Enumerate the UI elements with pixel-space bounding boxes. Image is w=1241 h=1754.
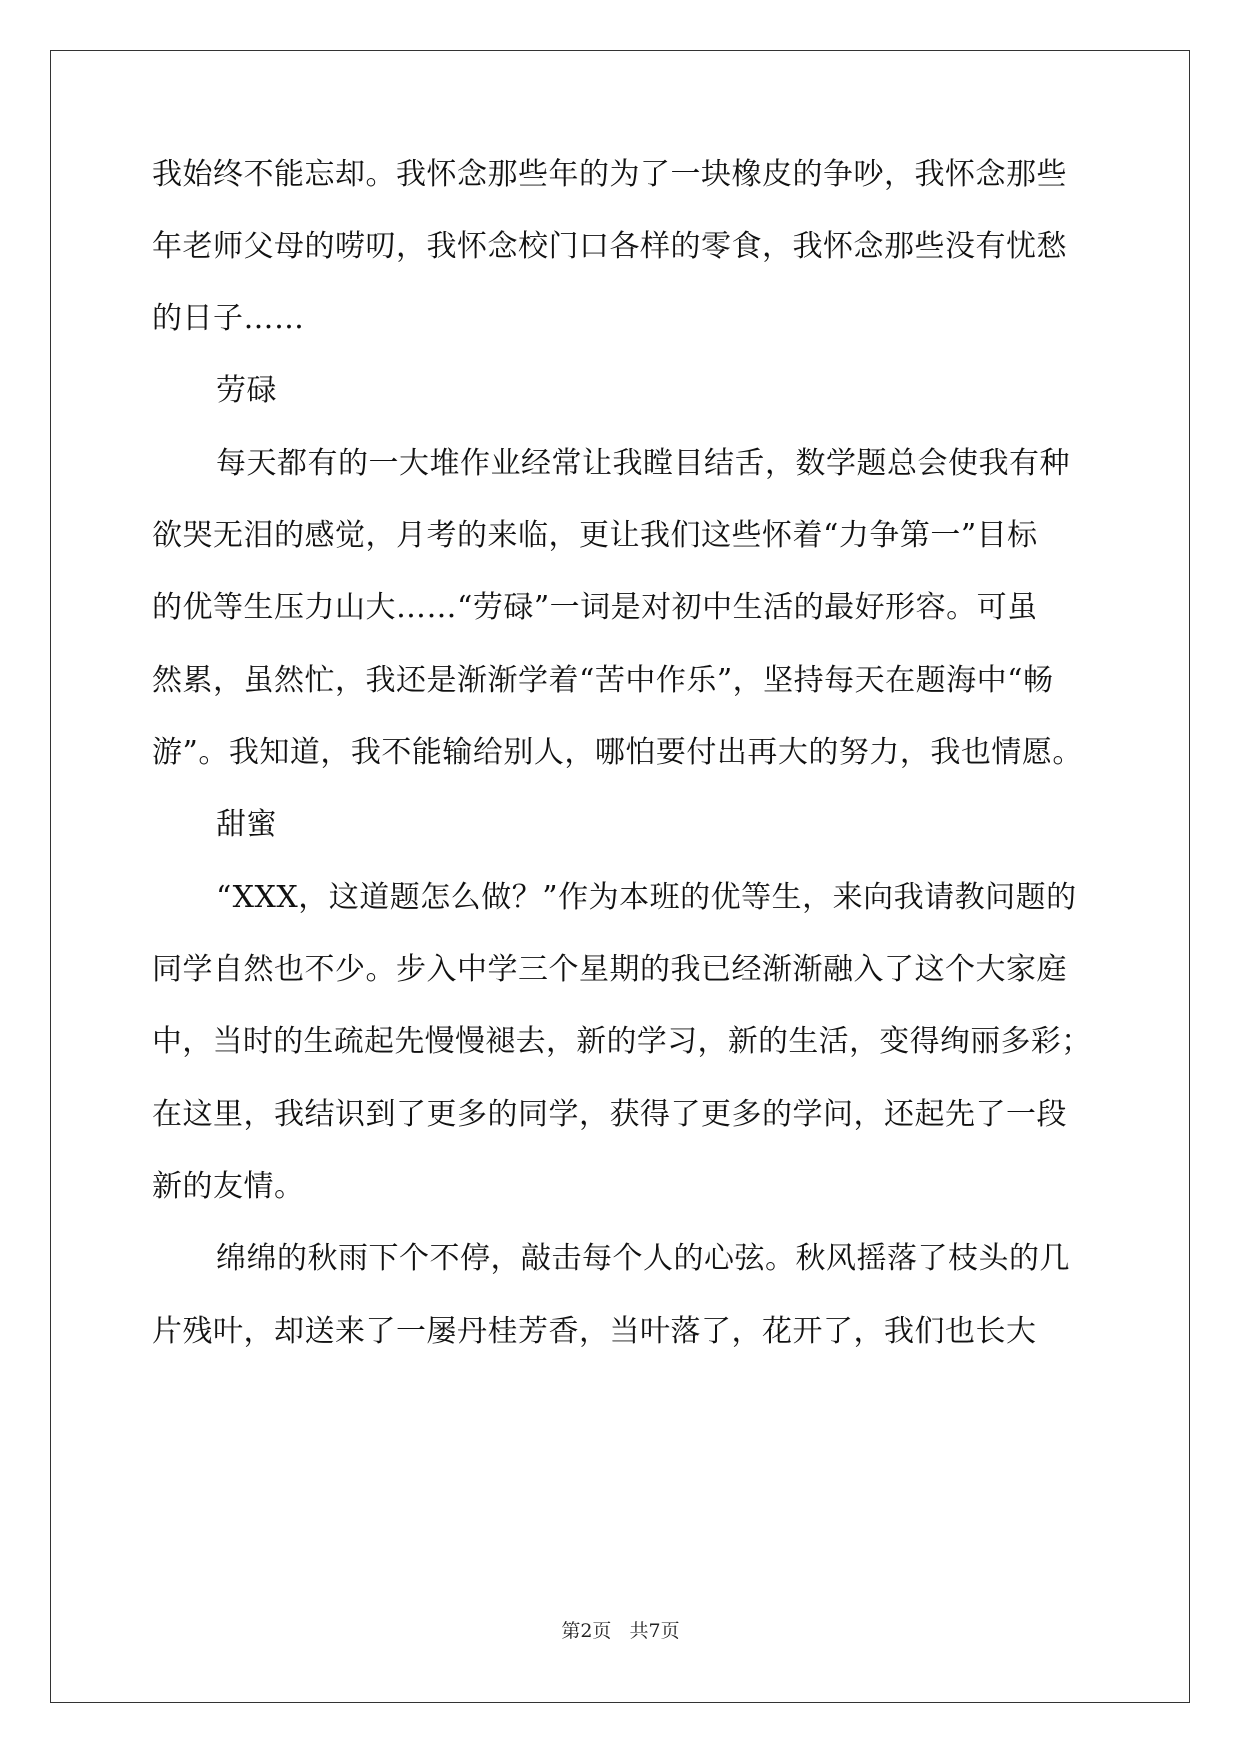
text-line: 欲哭无泪的感觉，月考的来临，更让我们这些怀着“力争第一”目标 [152,518,1038,553]
text-line: 游”。我知道，我不能输给别人，哪怕要付出再大的努力，我也情愿。 [152,735,1083,770]
page-border [50,50,1190,1703]
text-line: 年老师父母的唠叨，我怀念校门口各样的零食，我怀念那些没有忧愁 [152,229,1067,264]
text-line: 新的友情。 [152,1169,305,1204]
page-number-footer: 第2页 共7页 [561,1620,680,1642]
section-heading: 甜蜜 [216,807,277,842]
text-line: 的优等生压力山大……“劳碌”一词是对初中生活的最好形容。可虽 [152,590,1038,625]
text-line: 的日子…… [152,301,305,336]
section-heading: 劳碌 [216,373,277,408]
text-line: 每天都有的一大堆作业经常让我瞠目结舌，数学题总会使我有种 [216,446,1070,481]
text-line: 我始终不能忘却。我怀念那些年的为了一块橡皮的争吵，我怀念那些 [152,157,1067,192]
text-line: “XXX，这道题怎么做？”作为本班的优等生，来向我请教问题的 [216,880,1077,915]
text-line: 同学自然也不少。步入中学三个星期的我已经渐渐融入了这个大家庭 [152,952,1067,987]
text-line: 在这里，我结识到了更多的同学，获得了更多的学问，还起先了一段 [152,1097,1067,1132]
text-line: 然累，虽然忙，我还是渐渐学着“苦中作乐”，坚持每天在题海中“畅 [152,663,1054,698]
text-line: 片残叶，却送来了一屡丹桂芳香，当叶落了，花开了，我们也长大 [152,1314,1037,1349]
text-line: 中，当时的生疏起先慢慢褪去，新的学习，新的生活，变得绚丽多彩； [152,1024,1092,1059]
text-line: 绵绵的秋雨下个不停，敲击每个人的心弦。秋风摇落了枝头的几 [216,1241,1070,1276]
